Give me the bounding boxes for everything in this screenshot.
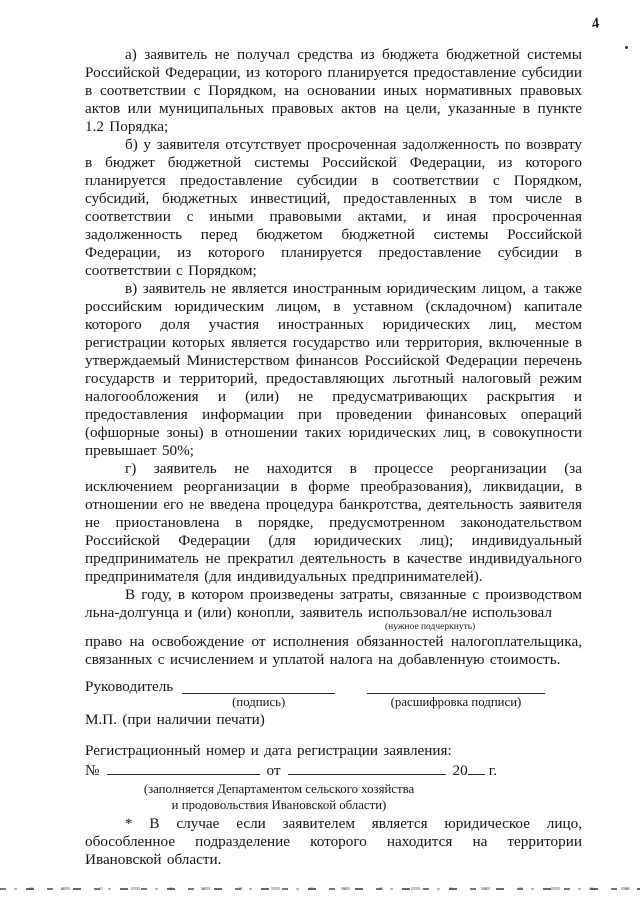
registration-number-blank (107, 761, 260, 775)
signature-row (85, 678, 582, 709)
filled-by-note-line-1: (заполняется Департаментом сельского хозяйства (143, 782, 415, 796)
from-label: от (266, 762, 281, 779)
vat-paragraph-line-2: льна-долгунца и (или) конопли, заявитель использовал/не использовал (85, 604, 553, 621)
registration-date-blank (288, 761, 446, 775)
document-body (85, 46, 582, 869)
transcript-caption: (расшифровка подписи) (390, 695, 522, 709)
number-sign: № (85, 762, 100, 779)
signature-blank-line (182, 678, 335, 694)
seal-note: М.П. (при наличии печати) (85, 711, 265, 728)
registration-row (85, 760, 582, 781)
underline-hint-note: (нужное подчеркнуть) (385, 622, 476, 632)
transcript-blank-line (367, 678, 545, 694)
signature-field (182, 678, 335, 709)
filled-by-department-note (129, 782, 429, 813)
vat-paragraph-continuation: право на освобождение от исполнения обязанностей налогоплательщика, связанных с исчислением и уплатой налога на добавленную стоимость. (85, 633, 582, 668)
signature-transcript-field (367, 678, 545, 709)
clause-g: г) заявитель не находится в процессе реорганизации (за исключением реорганизации в форме преобразования), ликвидации, в отношении его не введена процедура банкротства, деятельность заявителя не приостановлена в порядке, предусмотренном законодательством Российской Федерации (для юридических лиц); индивидуальный предприниматель не прекратил деятельность в качестве индивидуального предпринимателя (для индивидуальных предпринимателей). (85, 460, 582, 585)
clause-b: б) у заявителя отсутствует просроченная задолженность по возврату в бюджет бюджетной системы Российской Федерации, из которого планируется предоставление субсидии в соответствии с Порядком, субсидий, бюджетных инвестиций, предоставленных в том числе в соответствии с иными правовыми актами, и иная просроченная задолженность перед бюджетом бюджетной системы Российской Федерации, из которого планируется предоставление субсидии в соответствии с Порядком; (85, 136, 582, 279)
footnote: * В случае если заявителем является юридическое лицо, обособленное подразделение которого находится на территории Ивановской области. (85, 815, 582, 868)
clause-v: в) заявитель не является иностранным юридическим лицом, а также российским юридическим лицом, в уставном (складочном) капитале которого доля участия иностранных юридических лиц, местом регистрации которых является государство или территория, включенные в утверждаемый Министерством финансов Российской Федерации перечень государств и территорий, предоставляющих льготный налоговый режим налогообложения и (или) не предусматривающих раскрытия и предоставления информации при проведении финансовых операций (офшорные зоны) в отношении таких юридических лиц, в совокупности превышает 50%; (85, 280, 582, 459)
page-number-mark: 4 (590, 15, 602, 33)
leader-label: Руководитель (85, 678, 174, 695)
filled-by-note-line-2: и продовольствия Ивановской области) (171, 797, 387, 812)
year-blank (468, 761, 485, 775)
ink-speck (625, 46, 628, 49)
clause-a: а) заявитель не получал средства из бюджета бюджетной системы Российской Федерации, из которого планируется предоставление субсидии в соответствии с Порядком, на основании иных нормативных правовых актов или муниципальных правовых актов на цели, указанные в пункте 1.2 Порядка; (85, 46, 582, 135)
year-word: г. (488, 762, 498, 779)
signature-caption: (подпись) (232, 695, 286, 709)
year-prefix: 20 (452, 762, 468, 779)
vat-paragraph-line-1: В году, в котором произведены затраты, связанные с производством (125, 586, 582, 603)
scan-noise-line (0, 886, 640, 891)
registration-title: Регистрационный номер и дата регистрации заявления: (85, 742, 452, 759)
